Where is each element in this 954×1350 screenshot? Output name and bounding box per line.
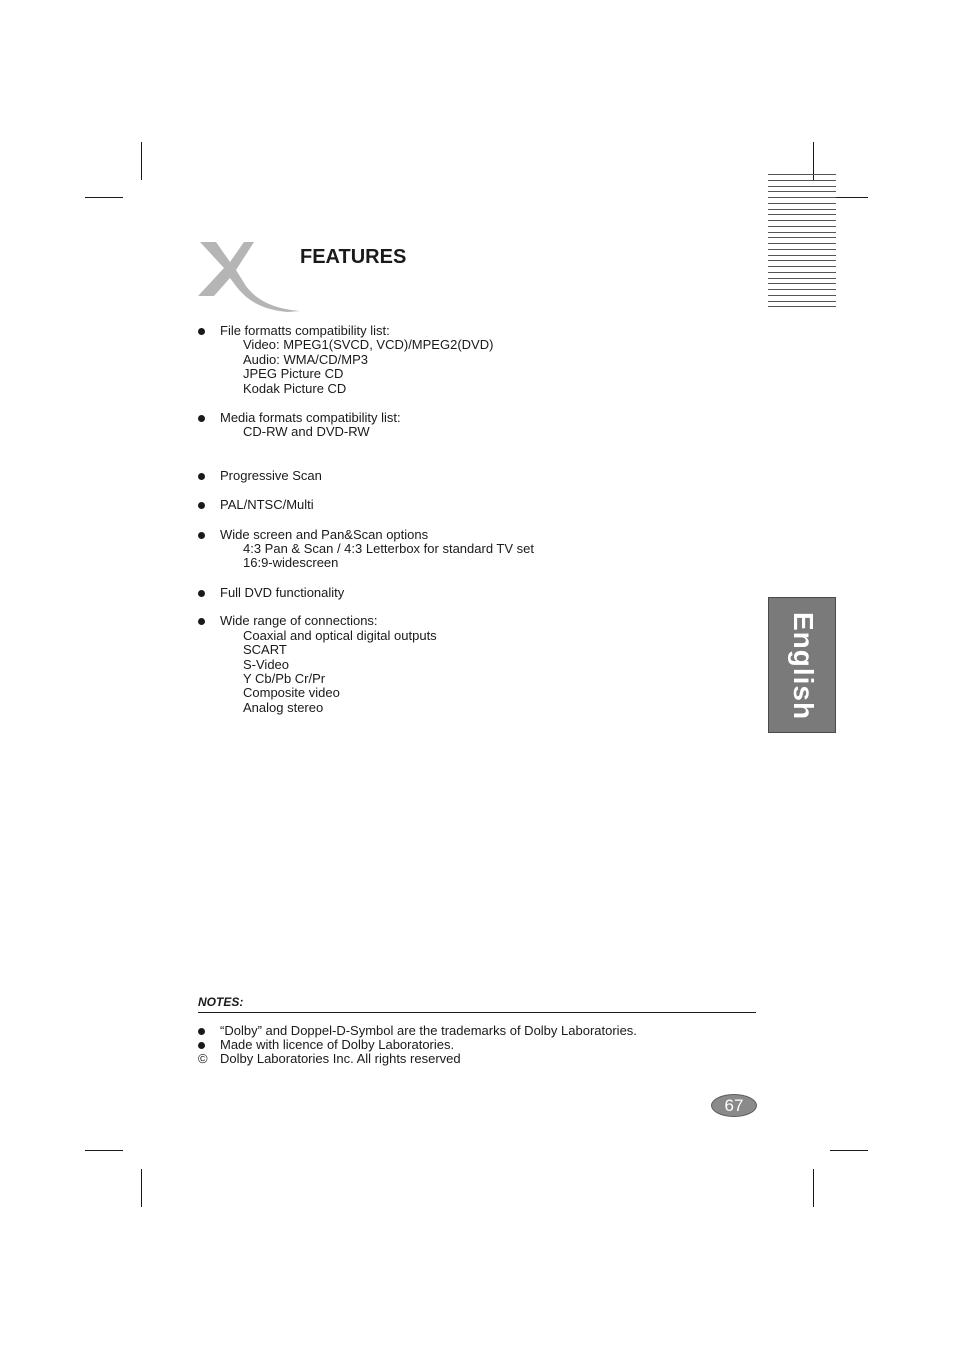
- stripe-line: [768, 295, 836, 296]
- stripe-line: [768, 197, 836, 198]
- page-number-badge: 67: [711, 1094, 757, 1117]
- feature-item: [198, 324, 758, 396]
- stripe-line: [768, 243, 836, 244]
- feature-subitem: Audio: WMA/CD/MP3: [243, 351, 368, 367]
- stripe-line: [768, 289, 836, 290]
- feature-subitem: S-Video: [243, 656, 290, 672]
- stripe-line: [768, 237, 836, 238]
- crop-mark: [141, 142, 142, 180]
- bullet-icon: [198, 502, 205, 509]
- feature-label: Wide screen and Pan&Scan options: [220, 526, 429, 542]
- bullet-icon: [198, 1042, 205, 1049]
- feature-label: File formatts compatibility list:: [220, 323, 390, 338]
- page-title: FEATURES: [300, 246, 407, 268]
- feature-subitem: Y Cb/Pb Cr/Pr: [243, 670, 326, 686]
- feature-item: [198, 586, 758, 600]
- bullet-icon: [198, 618, 205, 625]
- crop-mark: [85, 197, 123, 198]
- x-logo-icon: [196, 240, 302, 312]
- stripe-line: [768, 260, 836, 261]
- feature-label: Wide range of connections:: [220, 613, 378, 629]
- feature-item: [198, 498, 758, 512]
- feature-subitem: Video: MPEG1(SVCD, VCD)/MPEG2(DVD): [243, 337, 494, 353]
- feature-item: [198, 528, 758, 571]
- stripe-line: [768, 186, 836, 187]
- language-tab: [768, 597, 836, 733]
- bullet-icon: [198, 415, 205, 422]
- feature-subitem: JPEG Picture CD: [243, 366, 344, 382]
- stripe-line: [768, 272, 836, 273]
- bullet-icon: [198, 590, 205, 597]
- stripe-line: [768, 255, 836, 256]
- notes-section: [198, 995, 756, 1067]
- feature-label: Media formats compatibility list:: [220, 410, 401, 426]
- feature-subitem: SCART: [243, 642, 287, 658]
- stripe-line: [768, 278, 836, 279]
- stripe-line: [768, 266, 836, 267]
- feature-item: [198, 469, 758, 483]
- feature-label: Full DVD functionality: [220, 584, 345, 600]
- notes-heading: NOTES:: [198, 995, 756, 1013]
- stripe-line: [768, 214, 836, 215]
- feature-subitem: Analog stereo: [243, 699, 324, 715]
- feature-subitem: Kodak Picture CD: [243, 380, 347, 396]
- feature-label: Progressive Scan: [220, 467, 322, 483]
- feature-subitem: Coaxial and optical digital outputs: [243, 627, 437, 643]
- stripe-line: [768, 249, 836, 250]
- feature-item: [198, 614, 758, 715]
- crop-mark: [830, 1150, 868, 1151]
- crop-mark: [813, 1169, 814, 1207]
- note-item: [198, 1038, 756, 1052]
- decorative-stripes: [768, 174, 836, 312]
- stripe-line: [768, 301, 836, 302]
- feature-subitem: Composite video: [243, 685, 340, 701]
- note-text: “Dolby” and Doppel-D-Symbol are the trademarks of Dolby Laboratories.: [220, 1023, 637, 1038]
- bullet-icon: [198, 532, 205, 539]
- bullet-icon: [198, 1028, 205, 1035]
- stripe-line: [768, 209, 836, 210]
- feature-subitem: CD-RW and DVD-RW: [243, 424, 370, 440]
- stripe-line: [768, 191, 836, 192]
- feature-item: [198, 411, 758, 440]
- note-text: Made with licence of Dolby Laboratories.: [220, 1037, 455, 1053]
- feature-subitem: 4:3 Pan & Scan / 4:3 Letterbox for standard TV set: [243, 541, 534, 557]
- stripe-line: [768, 203, 836, 204]
- stripe-line: [768, 306, 836, 307]
- crop-mark: [141, 1169, 142, 1207]
- stripe-line: [768, 232, 836, 233]
- features-list: [198, 324, 758, 715]
- feature-label: PAL/NTSC/Multi: [220, 497, 314, 513]
- notes-list: [198, 1024, 756, 1067]
- bullet-icon: [198, 473, 205, 480]
- note-text: Dolby Laboratories Inc. All rights reserved: [220, 1051, 461, 1067]
- bullet-icon: [198, 328, 205, 335]
- note-item: [198, 1024, 756, 1038]
- stripe-line: [768, 174, 836, 175]
- stripe-line: [768, 220, 836, 221]
- stripe-line: [768, 226, 836, 227]
- note-item: [198, 1052, 756, 1066]
- language-tab-label: English: [788, 611, 819, 721]
- crop-mark: [85, 1150, 123, 1151]
- stripe-line: [768, 180, 836, 181]
- copyright-symbol: ©: [198, 1051, 208, 1067]
- feature-subitem: 16:9-widescreen: [243, 555, 339, 571]
- stripe-line: [768, 283, 836, 284]
